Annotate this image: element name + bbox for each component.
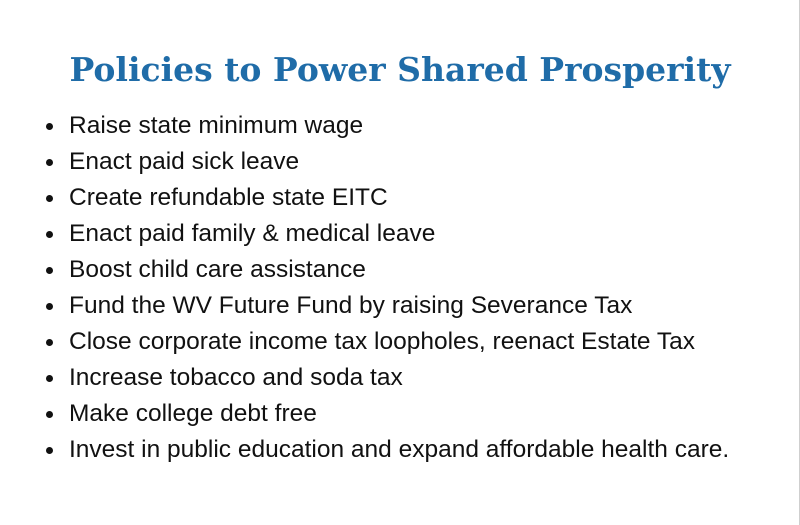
- list-item: [42, 436, 782, 463]
- bullet-icon: [46, 339, 53, 346]
- list-item-text: Make college debt free: [69, 400, 317, 427]
- list-item-text: Create refundable state EITC: [69, 184, 388, 211]
- list-item-text: Boost child care assistance: [69, 256, 366, 283]
- bullet-icon: [46, 123, 53, 130]
- list-item: [42, 364, 782, 391]
- list-item: [42, 220, 782, 247]
- list-item-text: Enact paid sick leave: [69, 148, 300, 175]
- list-item: [42, 328, 782, 355]
- bullet-icon: [46, 447, 53, 454]
- list-item: [42, 112, 782, 139]
- bullet-icon: [46, 375, 53, 382]
- list-item: [42, 184, 782, 211]
- bullet-icon: [46, 195, 53, 202]
- list-item-text: Increase tobacco and soda tax: [69, 364, 403, 391]
- list-item-text: Close corporate income tax loopholes, reenact Estate Tax: [69, 328, 696, 355]
- bullet-icon: [46, 231, 53, 238]
- list-item-text: Raise state minimum wage: [69, 112, 364, 139]
- bullet-icon: [46, 159, 53, 166]
- list-item: [42, 256, 782, 283]
- list-item-text: Invest in public education and expand affordable health care.: [69, 436, 730, 463]
- list-item: [42, 400, 782, 427]
- list-item-text: Fund the WV Future Fund by raising Severance Tax: [69, 292, 633, 319]
- bullet-icon: [46, 411, 53, 418]
- list-item: [42, 148, 782, 175]
- bullet-icon: [46, 303, 53, 310]
- list-item: [42, 292, 782, 319]
- bullet-list: [42, 112, 782, 472]
- list-item-text: Enact paid family & medical leave: [69, 220, 436, 247]
- slide-title: Policies to Power Shared Prosperity: [69, 50, 731, 89]
- bullet-icon: [46, 267, 53, 274]
